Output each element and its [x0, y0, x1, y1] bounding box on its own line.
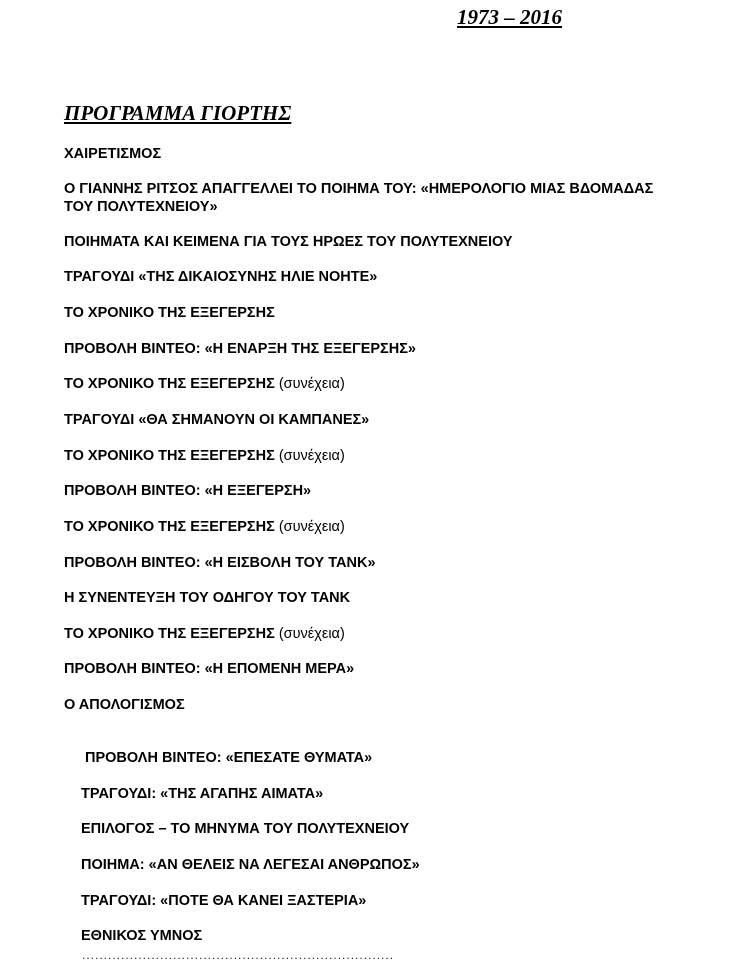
chronicle-title: ΤΟ ΧΡΟΝΙΚΟ ΤΗΣ ΕΞΕΓΕΡΣΗΣ — [64, 376, 275, 392]
program-item-poems-texts: ΠΟΙΗΜΑΤΑ ΚΑΙ ΚΕΙΜΕΝΑ ΓΙΑ ΤΟΥΣ ΗΡΩΕΣ ΤΟΥ ΠΟΛΥΤΕΧΝΕΙΟΥ — [64, 234, 513, 250]
program-item-chronicle-continued-1 — [64, 375, 345, 393]
trailing-dotted-line: ........................................................................ — [82, 948, 395, 962]
chronicle-title: ΤΟ ΧΡΟΝΙΚΟ ΤΗΣ ΕΞΕΓΕΡΣΗΣ — [64, 519, 275, 535]
continued-suffix: (συνέχεια) — [278, 448, 345, 464]
program-item-tank-driver-interview: Η ΣΥΝΕΝΤΕΥΞΗ ΤΟΥ ΟΔΗΓΟΥ ΤΟΥ ΤΑΝΚ — [64, 590, 351, 606]
program-item-video-uprising: ΠΡΟΒΟΛΗ ΒΙΝΤΕΟ: «Η ΕΞΕΓΕΡΣΗ» — [64, 483, 312, 499]
program-item-national-anthem: ΕΘΝΙΚΟΣ ΥΜΝΟΣ — [81, 928, 203, 944]
program-item-review: Ο ΑΠΟΛΟΓΙΣΜΟΣ — [64, 697, 185, 713]
continued-suffix: (συνέχεια) — [278, 626, 345, 642]
program-item-video-tank: ΠΡΟΒΟΛΗ ΒΙΝΤΕΟ: «Η ΕΙΣΒΟΛΗ ΤΟΥ ΤΑΝΚ» — [64, 555, 376, 571]
program-item-chronicle-continued-4 — [64, 625, 345, 643]
date-range-heading: 1973 – 2016 — [457, 5, 562, 29]
program-item-chronicle-continued-3 — [64, 518, 345, 536]
program-item-video-uprising-start: ΠΡΟΒΟΛΗ ΒΙΝΤΕΟ: «Η ΕΝΑΡΞΗ ΤΗΣ ΕΞΕΓΕΡΣΗΣ» — [64, 341, 417, 357]
chronicle-title: ΤΟ ΧΡΟΝΙΚΟ ΤΗΣ ΕΞΕΓΕΡΣΗΣ — [64, 626, 275, 642]
program-title: ΠΡΟΓΡΑΜΜΑ ΓΙΟΡΤΗΣ — [64, 101, 292, 125]
program-item-ritsos-poem-line2: ΤΟΥ ΠΟΛΥΤΕΧΝΕΙΟΥ» — [64, 199, 218, 215]
program-item-video-victims: ΠΡΟΒΟΛΗ ΒΙΝΤΕΟ: «ΕΠΕΣΑΤΕ ΘΥΜΑΤΑ» — [85, 750, 373, 766]
continued-suffix: (συνέχεια) — [278, 376, 345, 392]
program-item-greeting: ΧΑΙΡΕΤΙΣΜΟΣ — [64, 146, 162, 162]
program-item-song-love-blood: ΤΡΑΓΟΥΔΙ: «ΤΗΣ ΑΓΑΠΗΣ ΑΙΜΑΤΑ» — [81, 786, 324, 802]
program-item-song-justice: ΤΡΑΓΟΥΔΙ «ΤΗΣ ΔΙΚΑΙΟΣΥΝΗΣ ΗΛΙΕ ΝΟΗΤΕ» — [64, 269, 378, 285]
program-item-epilogue: ΕΠΙΛΟΓΟΣ – ΤΟ ΜΗΝΥΜΑ ΤΟΥ ΠΟΛΥΤΕΧΝΕΙΟΥ — [81, 821, 410, 837]
program-item-song-clear-sky: ΤΡΑΓΟΥΔΙ: «ΠΟΤΕ ΘΑ ΚΑΝΕΙ ΞΑΣΤΕΡΙΑ» — [81, 893, 367, 909]
program-item-ritsos-poem-line1: Ο ΓΙΑΝΝΗΣ ΡΙΤΣΟΣ ΑΠΑΓΓΕΛΛΕΙ ΤΟ ΠΟΙΗΜΑ ΤΟΥ: «ΗΜΕΡΟΛΟΓΙΟ ΜΙΑΣ ΒΔΟΜΑΔΑΣ — [64, 181, 654, 197]
chronicle-title: ΤΟ ΧΡΟΝΙΚΟ ΤΗΣ ΕΞΕΓΕΡΣΗΣ — [64, 448, 275, 464]
program-item-poem-human: ΠΟΙΗΜΑ: «ΑΝ ΘΕΛΕΙΣ ΝΑ ΛΕΓΕΣΑΙ ΑΝΘΡΩΠΟΣ» — [81, 857, 420, 873]
program-item-chronicle: ΤΟ ΧΡΟΝΙΚΟ ΤΗΣ ΕΞΕΓΕΡΣΗΣ — [64, 305, 275, 321]
program-item-video-next-day: ΠΡΟΒΟΛΗ ΒΙΝΤΕΟ: «Η ΕΠΟΜΕΝΗ ΜΕΡΑ» — [64, 661, 355, 677]
continued-suffix: (συνέχεια) — [278, 519, 345, 535]
program-item-ritsos-poem — [64, 180, 653, 216]
program-item-chronicle-continued-2 — [64, 447, 345, 465]
program-item-song-bells: ΤΡΑΓΟΥΔΙ «ΘΑ ΣΗΜΑΝΟΥΝ ΟΙ ΚΑΜΠΑΝΕΣ» — [64, 412, 370, 428]
